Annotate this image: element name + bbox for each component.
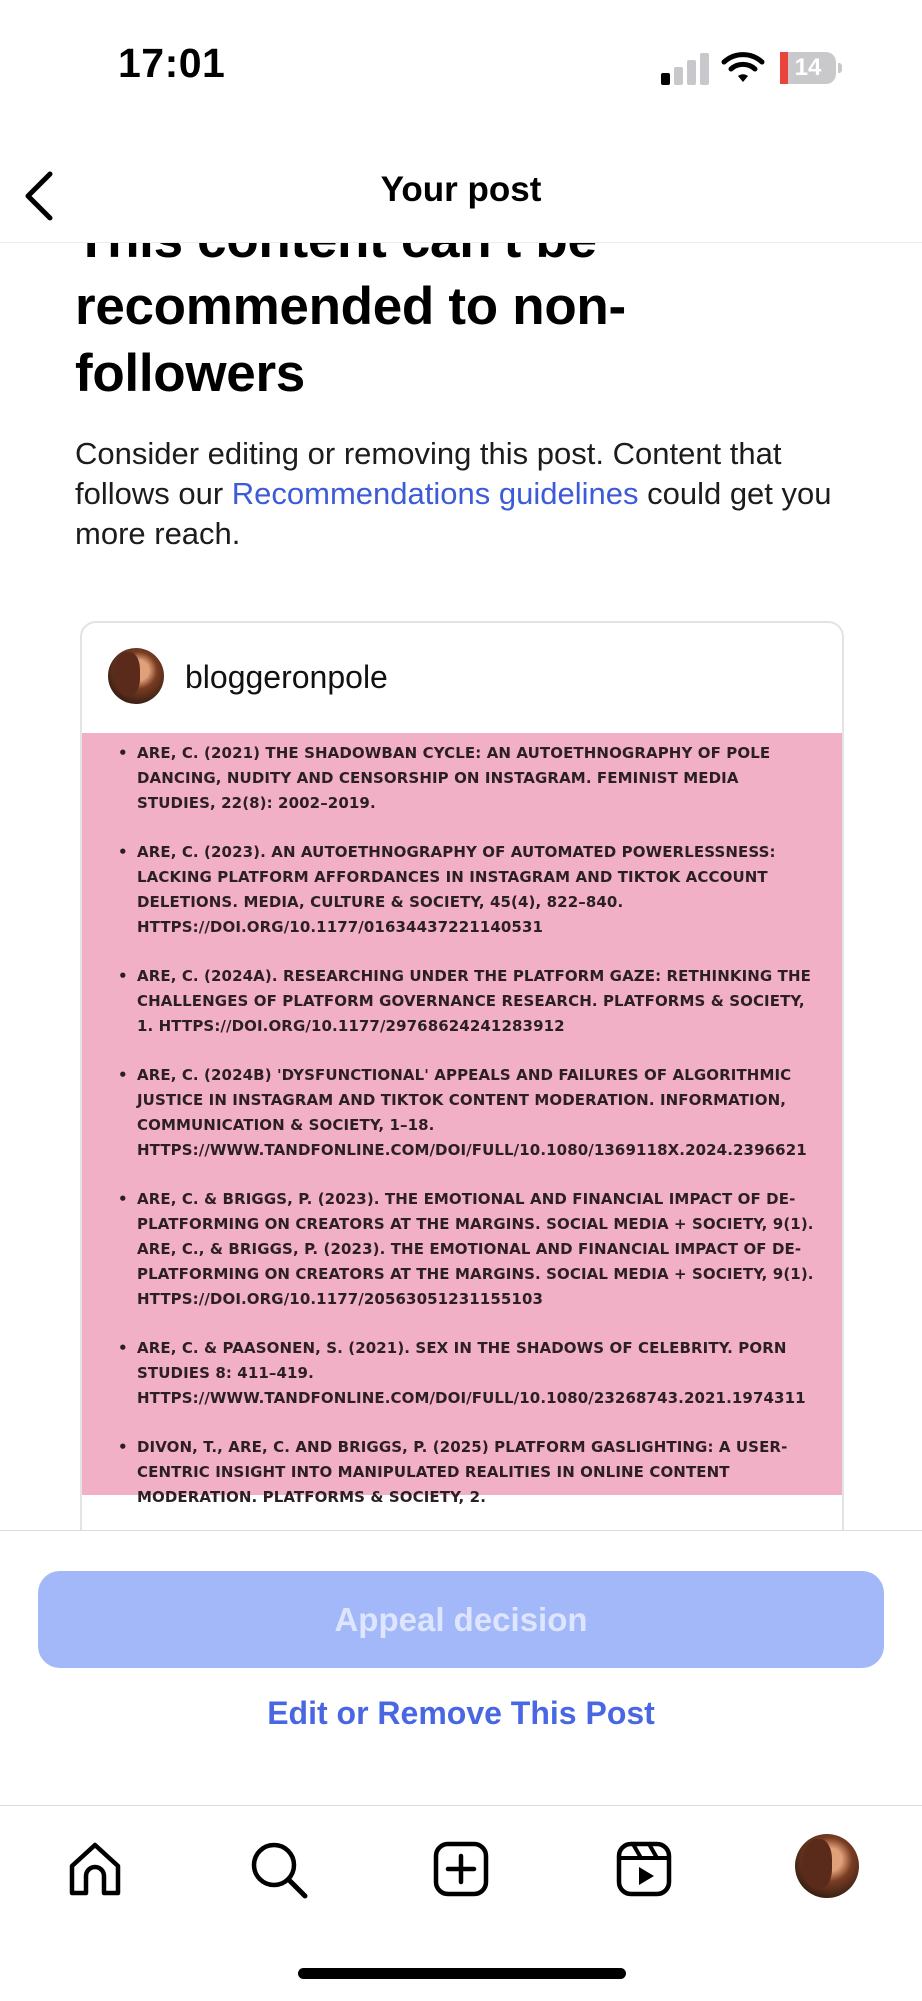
reference-item: • ARE, C. & BRIGGS, P. (2023). THE EMOTIONAL AND FINANCIAL IMPACT OF DE-PLATFORMING ON CREATORS AT THE MARGINS. SOCIAL MEDIA + SOCIETY, 9(1). ARE, C., & BRIGGS, P. (2023). THE EMOTIONAL AND FINANCIAL IMPACT OF DE-PLATFORMING ON CREATORS AT THE MARGINS. SOCIAL MEDIA + SOCIETY, 9(1). HTTPS://DOI.ORG/10.1177/20563051231155103 [118,1187,818,1312]
references-list [118,733,818,1510]
status-time: 17:01 [118,40,226,86]
create-plus-icon [428,1836,494,1902]
recommendations-guidelines-link[interactable]: Recommendations guidelines [231,476,639,511]
reference-item: • ARE, C. (2024B) 'DYSFUNCTIONAL' APPEALS AND FAILURES OF ALGORITHMIC JUSTICE IN INSTAGRAM AND TIKTOK CONTENT MODERATION. INFORMATION, COMMUNICATION & SOCIETY, 1–18. HTTPS://WWW.TANDFONLINE.COM/DOI/FULL/10.1080/1369118X.2024.2396621 [118,1063,818,1163]
post-preview-card[interactable] [80,621,844,1565]
post-header [82,623,842,733]
action-sheet [0,1530,922,1806]
page-title: Your post [380,170,542,209]
status-bar [0,0,922,130]
warning-title: recommended to non-followers [75,277,626,403]
warning-desc-text: Consider editing or removing this post. Content that follows our [75,436,782,511]
reference-item: • ARE, C. (2023). AN AUTOETHNOGRAPHY OF AUTOMATED POWERLESSNESS: LACKING PLATFORM AFFORDANCES IN INSTAGRAM AND TIKTOK ACCOUNT DELETIONS. MEDIA, CULTURE & SOCIETY, 45(4), 822–840. HTTPS://DOI.ORG/10.1177/01634437221140531 [118,840,818,940]
tab-reels[interactable] [611,1836,677,1902]
post-status-content[interactable] [0,228,922,1530]
tab-create[interactable] [428,1836,494,1902]
battery-level: 14 [794,54,822,81]
search-icon [245,1836,311,1902]
appeal-decision-button[interactable]: Appeal decision [38,1571,884,1668]
reels-icon [611,1836,677,1902]
avatar[interactable] [108,648,164,704]
tab-home[interactable] [62,1836,128,1902]
wifi-icon [722,50,764,84]
warning-description [75,434,875,554]
warning-desc-text-end: could get you more reach. [75,476,832,551]
battery-icon [780,52,842,84]
edit-or-remove-post-link[interactable]: Edit or Remove This Post [267,1695,655,1731]
post-username[interactable]: bloggeronpole [185,659,388,695]
tab-profile-avatar[interactable] [795,1834,859,1898]
reference-item: • DIVON, T., ARE, C. AND BRIGGS, P. (2025) PLATFORM GASLIGHTING: A USER-CENTRIC INSIGHT INTO MANIPULATED REALITIES IN ONLINE CONTENT MODERATION. PLATFORMS & SOCIETY, 2. [118,1435,818,1510]
post-image [82,733,842,1506]
home-icon [62,1836,128,1902]
signal-icon [661,52,711,85]
reference-item: • ARE, C. & PAASONEN, S. (2021). SEX IN THE SHADOWS OF CELEBRITY. PORN STUDIES 8: 411–419. HTTPS://WWW.TANDFONLINE.COM/DOI/FULL/10.1080/23268743.2021.1974311 [118,1336,818,1411]
header [0,150,922,243]
reference-item: • ARE, C. (2024A). RESEARCHING UNDER THE PLATFORM GAZE: RETHINKING THE CHALLENGES OF PLATFORM GOVERNANCE RESEARCH. PLATFORMS & SOCIETY, 1. HTTPS://DOI.ORG/10.1177/29768624241283912 [118,964,818,1039]
tab-search[interactable] [245,1836,311,1902]
reference-item: • ARE, C. (2021) THE SHADOWBAN CYCLE: AN AUTOETHNOGRAPHY OF POLE DANCING, NUDITY AND CENSORSHIP ON INSTAGRAM. FEMINIST MEDIA STUDIES, 22(8): 2002–2019. [118,741,818,816]
home-indicator [298,1968,626,1979]
